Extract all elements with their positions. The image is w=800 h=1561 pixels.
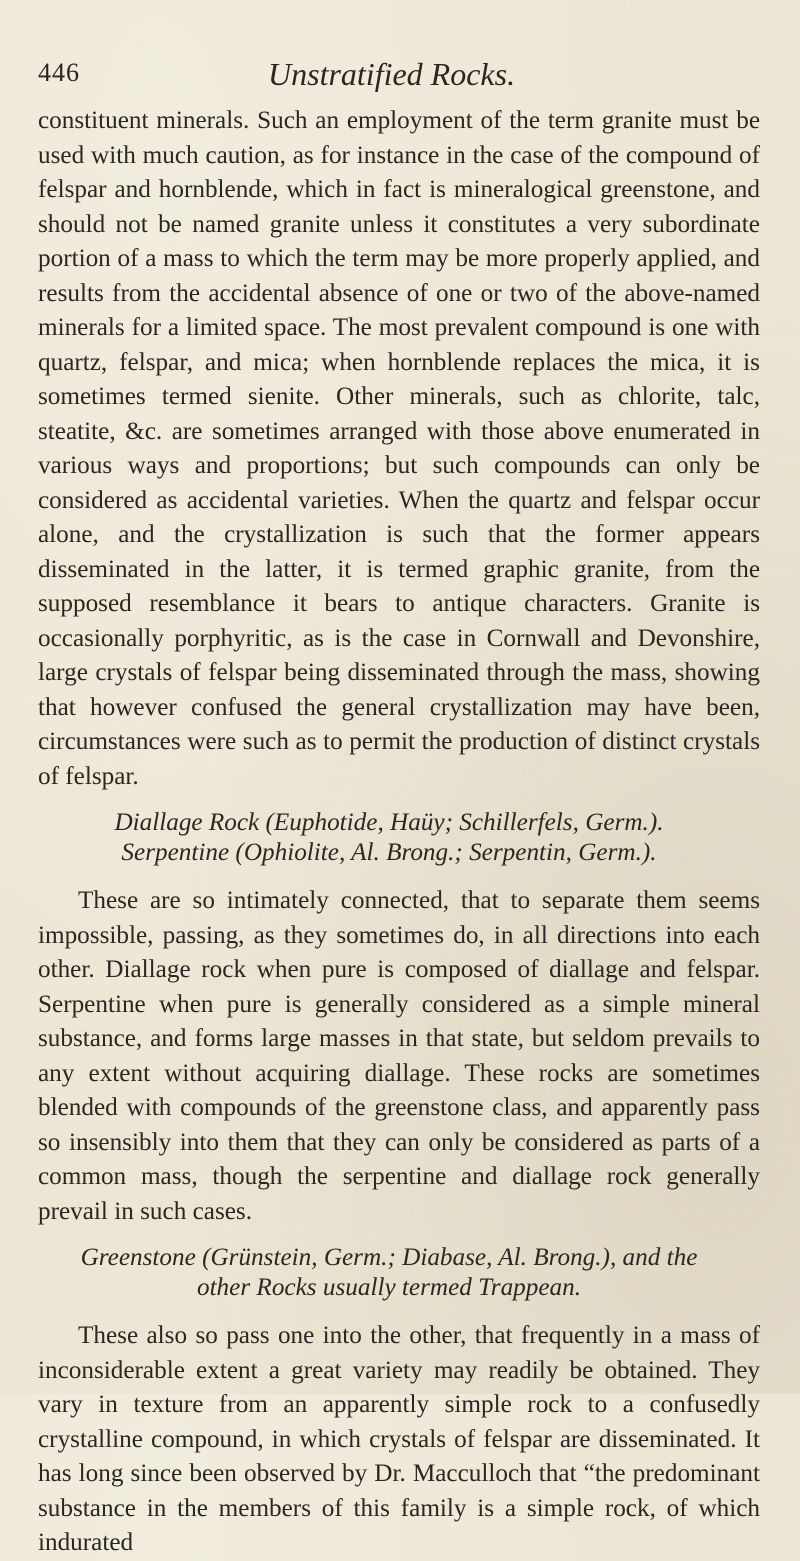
section-heading: Diallage Rock (Euphotide, Haüy; Schillerfels, Germ.). Serpentine (Ophiolite, Al. Brong.; Serpentin, Germ.). xyxy=(114,809,664,866)
running-head xyxy=(38,58,760,98)
section-heading: Greenstone (Grünstein, Germ.; Diabase, Al. Brong.), and the other Rocks usually termed Trappean. xyxy=(80,1244,698,1301)
running-title: Unstratified Rocks. xyxy=(268,56,516,92)
body-text xyxy=(38,104,760,1561)
page-number: 446 xyxy=(38,58,80,87)
paragraph: These also so pass one into the other, that frequently in a mass of inconsiderable extent a great variety may readily be obtained. They vary in texture from an apparently simple rock to a confusedly crystalline compound, in which crystals of felspar are disseminated. It has long since been observed by Dr. Macculloch that “the predominant substance in the members of this family is a simple rock, of which indurated xyxy=(38,1322,760,1556)
paragraph: constituent minerals. Such an employment of the term granite must be used with much caution, as for instance in the case of the compound of felspar and hornblende, which in fact is mineralogical greenstone, and should not be named granite unless it constitutes a very subordinate portion of a mass to which the term may be more properly applied, and results from the accidental absence of one or two of the above-named minerals for a limited space. The most prevalent compound is one with quartz, felspar, and mica; when hornblende replaces the mica, it is sometimes termed sienite. Other minerals, such as chlorite, talc, steatite, &c. are sometimes arranged with those above enumerated in various ways and proportions; but such compounds can only be considered as accidental varieties. When the quartz and felspar occur alone, and the crystallization is such that the former appears disseminated in the latter, it is termed graphic granite, from the supposed resemblance it bears to antique characters. Granite is occasionally porphyritic, as is the case in Cornwall and Devonshire, large crystals of felspar being disseminated through the mass, showing that however confused the general crystallization may have been, circumstances were such as to permit the production of distinct crystals of felspar. xyxy=(38,107,760,790)
paragraph: These are so intimately connected, that to separate them seems impossible, passing, as they sometimes do, in all directions into each other. Diallage rock when pure is composed of diallage and felspar. Serpentine when pure is generally considered as a simple mineral substance, and forms large masses in that state, but seldom prevails to any extent without acquiring diallage. These rocks are sometimes blended with compounds of the greenstone class, and apparently pass so insensibly into them that they can only be considered as parts of a common mass, though the serpentine and diallage rock generally prevail in such cases. xyxy=(38,887,760,1225)
